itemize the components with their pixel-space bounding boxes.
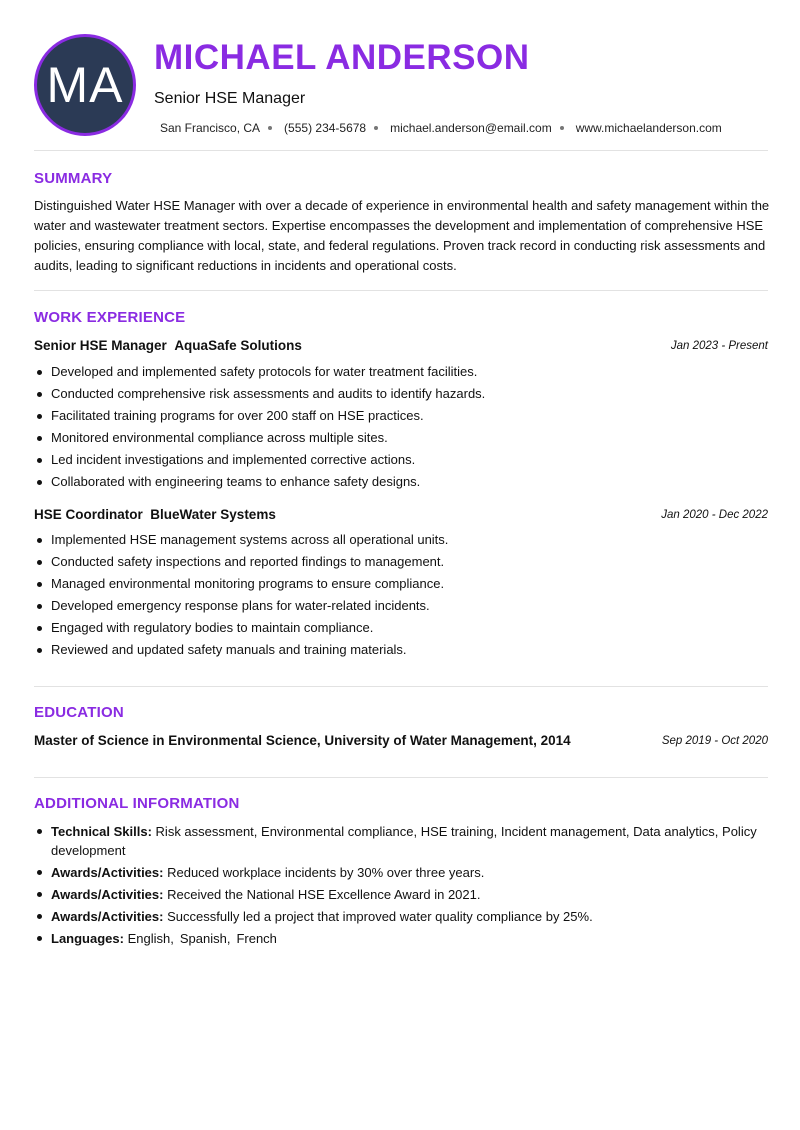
info-label: Awards/Activities:	[51, 865, 164, 880]
info-label: Awards/Activities:	[51, 887, 164, 902]
job-role-line	[34, 507, 276, 522]
list-item: Reviewed and updated safety manuals and training materials.	[51, 641, 771, 663]
resume-header	[34, 34, 768, 138]
info-label: Awards/Activities:	[51, 909, 164, 924]
info-text: Risk assessment, Environmental compliance, HSE training, Incident management, Data analytics, Policy development	[51, 824, 757, 858]
education-degree: Master of Science in Environmental Science, University of Water Management, 2014	[34, 733, 571, 748]
list-item: Conducted comprehensive risk assessments and audits to identify hazards.	[51, 385, 771, 407]
info-label: Languages:	[51, 931, 124, 946]
job-role: Senior HSE Manager	[34, 338, 167, 353]
avatar-initials: MA	[46, 57, 124, 113]
list-item: Implemented HSE management systems across all operational units.	[51, 531, 771, 553]
divider	[34, 686, 768, 687]
job-bullets	[51, 363, 771, 495]
summary-text: Distinguished Water HSE Manager with over a decade of experience in environmental health and safety management within the water and wastewater treatment sectors. Expertise encompasses the development and implementation of comprehensive HSE policies, ensuring compliance with local, state, and federal regulations. Proven track record in conducting risk assessments and audits, leading to significant reductions in incidents and operational costs.	[34, 198, 770, 273]
section-heading-experience: WORK EXPERIENCE	[34, 309, 186, 326]
list-item	[51, 907, 771, 926]
contact-email[interactable]: michael.anderson@email.com	[390, 121, 552, 135]
section-heading-additional: ADDITIONAL INFORMATION	[34, 795, 240, 812]
candidate-name: MICHAEL ANDERSON	[154, 38, 530, 77]
list-item	[51, 863, 771, 882]
job-company: AquaSafe Solutions	[174, 338, 302, 353]
divider	[34, 290, 768, 291]
list-item: Facilitated training programs for over 200 staff on HSE practices.	[51, 407, 771, 429]
list-item: Monitored environmental compliance across multiple sites.	[51, 429, 771, 451]
job-bullets	[51, 531, 771, 663]
info-text: Successfully led a project that improved water quality compliance by 25%.	[167, 909, 593, 924]
job-role: HSE Coordinator	[34, 507, 143, 522]
job-dates: Jan 2020 - Dec 2022	[661, 509, 768, 521]
job-dates: Jan 2023 - Present	[670, 340, 768, 352]
list-item: Engaged with regulatory bodies to maintain compliance.	[51, 619, 771, 641]
list-item-languages	[51, 929, 771, 948]
list-item: Managed environmental monitoring programs to ensure compliance.	[51, 575, 771, 597]
list-item: Collaborated with engineering teams to enhance safety designs.	[51, 473, 771, 495]
list-item: Developed emergency response plans for water-related incidents.	[51, 597, 771, 619]
job-company: BlueWater Systems	[150, 507, 276, 522]
language: French	[236, 931, 277, 946]
contact-line	[160, 121, 722, 135]
contact-phone: (555) 234-5678	[284, 121, 367, 135]
candidate-title: Senior HSE Manager	[154, 90, 306, 107]
list-item: Developed and implemented safety protocols for water treatment facilities.	[51, 363, 771, 385]
education-entry	[34, 733, 768, 751]
language: Spanish,	[179, 931, 231, 946]
section-heading-summary: SUMMARY	[34, 170, 113, 187]
contact-location: San Francisco, CA	[160, 121, 261, 135]
education-dates: Sep 2019 - Oct 2020	[661, 735, 768, 747]
divider	[34, 150, 768, 151]
language: English,	[127, 931, 174, 946]
list-item	[51, 885, 771, 904]
info-text: Reduced workplace incidents by 30% over three years.	[167, 865, 485, 880]
info-text: Received the National HSE Excellence Award in 2021.	[167, 887, 481, 902]
avatar	[34, 34, 136, 136]
job-header	[34, 507, 768, 525]
dot-separator-icon	[374, 126, 378, 130]
contact-website[interactable]: www.michaelanderson.com	[575, 121, 722, 135]
list-item	[51, 822, 771, 860]
dot-separator-icon	[560, 126, 564, 130]
job-role-line	[34, 338, 302, 353]
additional-info-list	[51, 822, 771, 951]
job-header	[34, 338, 768, 356]
section-heading-education: EDUCATION	[34, 704, 124, 721]
list-item: Led incident investigations and implemented corrective actions.	[51, 451, 771, 473]
list-item: Conducted safety inspections and reported findings to management.	[51, 553, 771, 575]
divider	[34, 777, 768, 778]
dot-separator-icon	[268, 126, 272, 130]
info-label: Technical Skills:	[51, 824, 152, 839]
